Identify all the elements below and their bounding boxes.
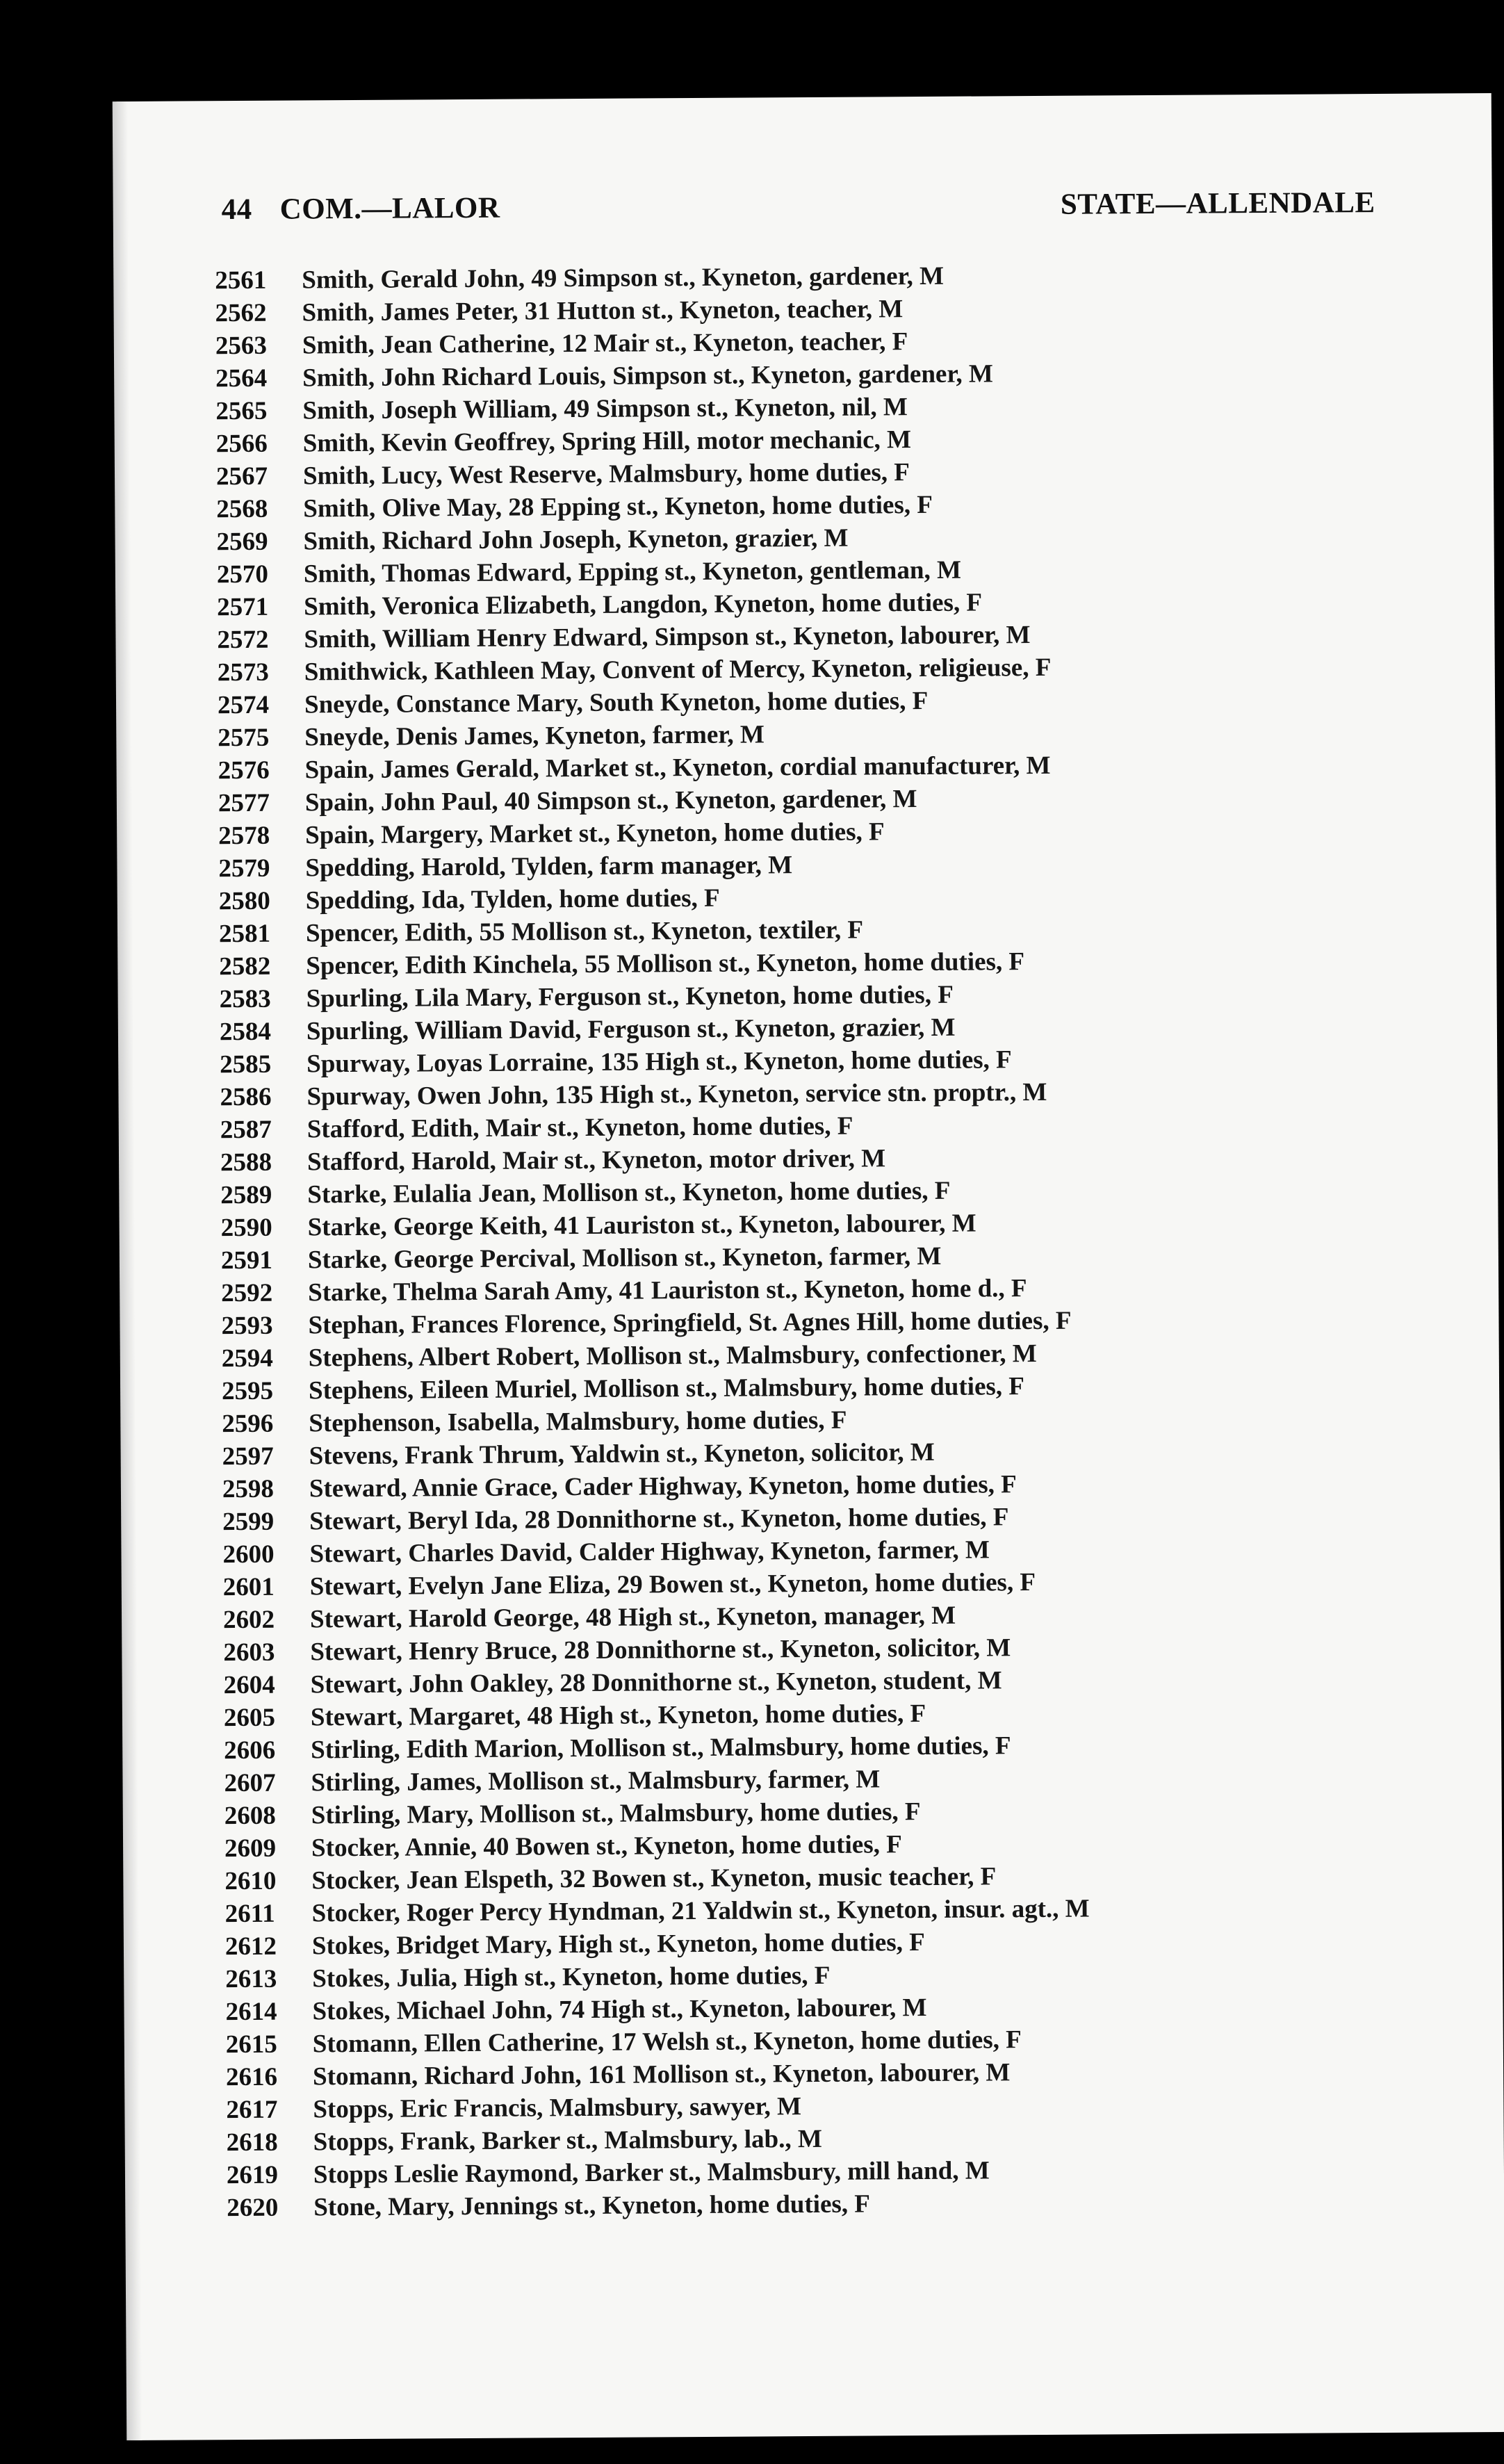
entry-text: Stopps, Eric Francis, Malmsbury, sawyer, M	[313, 2092, 802, 2124]
entry-text: Spedding, Ida, Tylden, home duties, F	[305, 883, 720, 915]
entry-text: Smith, Thomas Edward, Epping st., Kyneton, gentleman, M	[303, 555, 962, 589]
entry-text: Stirling, Edith Marion, Mollison st., Malmsbury, home duties, F	[311, 1731, 1011, 1765]
entry-number: 2588	[220, 1148, 272, 1177]
page-header	[222, 186, 1375, 227]
entry-number: 2599	[222, 1507, 275, 1537]
entry-text: Stewart, Evelyn Jane Eliza, 29 Bowen st., Kyneton, home duties, F	[309, 1568, 1036, 1601]
entry-number: 2604	[223, 1670, 275, 1700]
entry-text: Starke, George Keith, 41 Lauriston st., Kyneton, labourer, M	[307, 1209, 976, 1242]
entry-number: 2582	[219, 952, 271, 981]
entry-text: Stewart, Beryl Ida, 28 Donnithorne st., Kyneton, home duties, F	[309, 1503, 1009, 1536]
entry-text: Starke, Eulalia Jean, Mollison st., Kyneton, home duties, F	[307, 1176, 951, 1209]
entry-text: Spurway, Loyas Lorraine, 135 High st., Kyneton, home duties, F	[306, 1045, 1012, 1079]
page-number: 44	[221, 193, 252, 227]
entry-number: 2614	[225, 1997, 277, 2027]
entry-text: Spurling, Lila Mary, Ferguson st., Kyneton, home duties, F	[306, 980, 954, 1013]
entry-number: 2578	[218, 821, 270, 851]
entry-text: Spencer, Edith, 55 Mollison st., Kyneton, textiler, F	[305, 915, 864, 948]
entry-number: 2584	[219, 1017, 272, 1047]
entry-number: 2607	[224, 1768, 276, 1798]
entry-text: Stomann, Richard John, 161 Mollison st., Kyneton, labourer, M	[312, 2058, 1011, 2091]
entry-text: Smith, Richard John Joseph, Kyneton, grazier, M	[303, 523, 849, 556]
entry-text: Spain, John Paul, 40 Simpson st., Kyneton, gardener, M	[304, 785, 917, 817]
entry-text: Smith, James Peter, 31 Hutton st., Kyneton, teacher, M	[302, 295, 904, 327]
entry-number: 2577	[218, 788, 270, 818]
entry-number: 2563	[215, 331, 268, 361]
entry-text: Stocker, Annie, 40 Bowen st., Kyneton, home duties, F	[311, 1830, 902, 1863]
entry-number: 2567	[215, 462, 268, 491]
entry-text: Smith, William Henry Edward, Simpson st., Kyneton, labourer, M	[304, 621, 1031, 654]
entry-number: 2576	[218, 756, 270, 785]
entry-number: 2606	[224, 1736, 276, 1765]
entry-number: 2590	[220, 1213, 272, 1243]
entry-number: 2565	[215, 396, 268, 426]
entry-text: Starke, George Percival, Mollison st., Kyneton, farmer, M	[307, 1241, 942, 1275]
entry-number: 2593	[221, 1311, 273, 1341]
entry-text: Spedding, Harold, Tylden, farm manager, M	[305, 851, 793, 883]
entry-number: 2573	[217, 658, 269, 687]
entry-text: Smith, Joseph William, 49 Simpson st., Kyneton, nil, M	[302, 393, 908, 425]
entry-number: 2574	[217, 690, 270, 720]
entry-text: Stone, Mary, Jennings st., Kyneton, home duties, F	[313, 2189, 871, 2222]
entry-text: Stewart, Charles David, Calder Highway, Kyneton, farmer, M	[309, 1535, 990, 1569]
entry-text: Stocker, Jean Elspeth, 32 Bowen st., Kyneton, music teacher, F	[311, 1862, 997, 1895]
entry-text: Stephenson, Isabella, Malmsbury, home duties, F	[309, 1405, 847, 1438]
entry-text: Steward, Annie Grace, Cader Highway, Kyneton, home duties, F	[309, 1470, 1017, 1503]
entry-text: Stevens, Frank Thrum, Yaldwin st., Kyneton, solicitor, M	[309, 1437, 935, 1471]
entry-number: 2613	[225, 1964, 277, 1994]
entry-number: 2571	[217, 592, 269, 622]
entry-number: 2569	[216, 527, 268, 557]
entry-number: 2597	[222, 1442, 274, 1471]
entry-number: 2616	[225, 2062, 278, 2092]
page-fold-shadow	[113, 101, 142, 2440]
entry-text: Spencer, Edith Kinchela, 55 Mollison st., Kyneton, home duties, F	[306, 947, 1025, 981]
entry-text: Smith, Gerald John, 49 Simpson st., Kyneton, gardener, M	[302, 261, 945, 295]
entry-text: Stirling, Mary, Mollison st., Malmsbury, home duties, F	[311, 1797, 921, 1830]
entry-number: 2594	[221, 1344, 273, 1373]
entry-number: 2612	[224, 1932, 277, 1961]
entry-number: 2608	[224, 1801, 276, 1831]
entry-text: Stopps Leslie Raymond, Barker st., Malmsbury, mill hand, M	[313, 2156, 990, 2189]
entry-text: Stafford, Harold, Mair st., Kyneton, motor driver, M	[306, 1144, 886, 1177]
entry-number: 2611	[224, 1899, 275, 1929]
entry-text: Stokes, Bridget Mary, High st., Kyneton, home duties, F	[311, 1928, 925, 1961]
entry-text: Stephens, Eileen Muriel, Mollison st., Malmsbury, home duties, F	[308, 1372, 1025, 1405]
entry-text: Stephan, Frances Florence, Springfield, St. Agnes Hill, home duties, F	[308, 1306, 1072, 1340]
header-left	[222, 190, 528, 227]
entry-number: 2570	[216, 560, 269, 589]
entry-text: Stirling, James, Mollison st., Malmsbury, farmer, M	[311, 1765, 881, 1797]
entry-number: 2617	[226, 2095, 278, 2125]
entry-text: Starke, Thelma Sarah Amy, 41 Lauriston st., Kyneton, home d., F	[308, 1274, 1027, 1307]
entry-number: 2609	[224, 1834, 277, 1863]
electoral-roll-list	[215, 256, 1471, 2224]
entry-text: Stomann, Ellen Catherine, 17 Welsh st., Kyneton, home duties, F	[312, 2025, 1022, 2059]
entry-text: Spain, Margery, Market st., Kyneton, home duties, F	[305, 817, 885, 850]
entry-text: Spurling, William David, Ferguson st., Kyneton, grazier, M	[306, 1013, 956, 1046]
entry-text: Smith, Kevin Geoffrey, Spring Hill, motor mechanic, M	[302, 425, 912, 458]
entry-text: Smithwick, Kathleen May, Convent of Mercy, Kyneton, religieuse, F	[304, 653, 1052, 687]
entry-text: Spurway, Owen John, 135 High st., Kyneton, service stn. proptr., M	[306, 1077, 1047, 1111]
entry-text: Stewart, Margaret, 48 High st., Kyneton, home duties, F	[310, 1699, 926, 1732]
entry-text: Stephens, Albert Robert, Mollison st., Malmsbury, confectioner, M	[308, 1339, 1037, 1373]
entry-number: 2564	[215, 364, 268, 393]
entry-number: 2615	[225, 2030, 277, 2059]
entry-text: Smith, Lucy, West Reserve, Malmsbury, home duties, F	[302, 458, 910, 491]
subdivision-title: COM.—LALOR	[279, 191, 500, 226]
entry-number: 2610	[224, 1866, 277, 1896]
entry-number: 2575	[218, 723, 270, 753]
entry-text: Smith, John Richard Louis, Simpson st., Kyneton, gardener, M	[302, 359, 993, 393]
entry-number: 2580	[218, 886, 270, 916]
entry-text: Spain, James Gerald, Market st., Kyneton, cordial manufacturer, M	[304, 751, 1051, 785]
entry-text: Smith, Jean Catherine, 12 Mair st., Kyneton, teacher, F	[302, 327, 908, 360]
entry-number: 2566	[215, 429, 268, 459]
entry-number: 2581	[218, 919, 271, 949]
entry-number: 2568	[216, 494, 268, 524]
document-page	[117, 93, 1504, 2440]
entry-text: Stokes, Julia, High st., Kyneton, home duties, F	[312, 1961, 831, 1993]
entry-number: 2583	[219, 984, 271, 1014]
entry-text: Stewart, Henry Bruce, 28 Donnithorne st., Kyneton, solicitor, M	[310, 1633, 1011, 1667]
entry-number: 2572	[217, 625, 269, 655]
entry-text: Stokes, Michael John, 74 High st., Kyneton, labourer, M	[312, 1993, 927, 2026]
entry-number: 2562	[215, 298, 267, 328]
list-item	[227, 2184, 1471, 2224]
entry-number: 2603	[223, 1638, 275, 1667]
entry-number: 2585	[220, 1050, 272, 1079]
entry-number: 2592	[221, 1278, 273, 1308]
entry-text: Stopps, Frank, Barker st., Malmsbury, lab., M	[313, 2124, 822, 2157]
entry-text: Smith, Veronica Elizabeth, Langdon, Kyneton, home duties, F	[304, 588, 983, 621]
entry-number: 2587	[220, 1115, 272, 1145]
entry-number: 2619	[226, 2160, 279, 2190]
entry-number: 2618	[226, 2128, 278, 2157]
entry-number: 2620	[227, 2193, 279, 2223]
entry-number: 2561	[215, 266, 267, 295]
entry-text: Stocker, Roger Percy Hyndman, 21 Yaldwin st., Kyneton, insur. agt., M	[311, 1894, 1090, 1928]
entry-number: 2591	[220, 1246, 273, 1275]
entry-number: 2596	[222, 1409, 274, 1439]
entry-number: 2602	[222, 1605, 275, 1635]
entry-text: Smith, Olive May, 28 Epping st., Kyneton, home duties, F	[303, 490, 933, 523]
entry-number: 2601	[222, 1572, 275, 1602]
division-title: STATE—ALLENDALE	[1060, 186, 1375, 221]
entry-text: Stafford, Edith, Mair st., Kyneton, home duties, F	[306, 1111, 853, 1144]
entry-number: 2600	[222, 1540, 275, 1569]
entry-text: Sneyde, Constance Mary, South Kyneton, home duties, F	[304, 686, 929, 719]
entry-number: 2595	[221, 1376, 274, 1406]
entry-number: 2605	[223, 1703, 276, 1733]
entry-number: 2579	[218, 854, 270, 883]
entry-text: Sneyde, Denis James, Kyneton, farmer, M	[304, 720, 765, 752]
entry-number: 2586	[220, 1082, 272, 1112]
entry-number: 2598	[222, 1474, 275, 1504]
entry-text: Stewart, Harold George, 48 High st., Kyneton, manager, M	[309, 1601, 956, 1634]
entry-number: 2589	[220, 1180, 272, 1210]
entry-text: Stewart, John Oakley, 28 Donnithorne st., Kyneton, student, M	[310, 1666, 1002, 1699]
